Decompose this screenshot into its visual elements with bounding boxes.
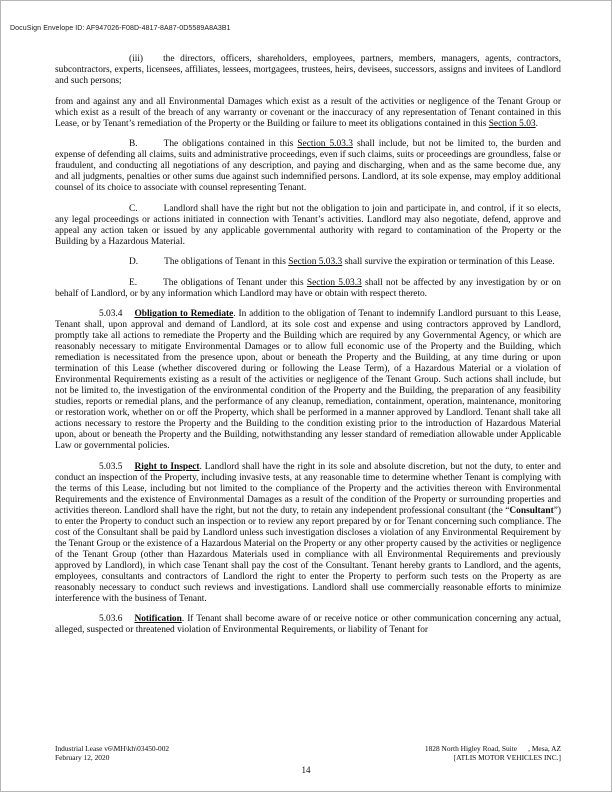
page-footer — [55, 744, 561, 763]
text-run: . — [535, 118, 538, 129]
footer-date: February 12, 2020 — [55, 753, 110, 763]
text-run: 5.03.6 — [99, 614, 123, 624]
text-run: (iii) — [129, 54, 144, 64]
text-run: D. — [129, 257, 139, 267]
text-run: . Landlord shall have the right in its sole and absolute discretion, but not the duty, to enter and conduct an inspection of the Property, including invasive tests, at any reasonable time to determine whether Tenant is complying with the terms of this Lease, including but not limited to the compliance of the Property and the activities thereon with Environmental Requirements and the existence of Environmental Damages as a result of the condition of the Property or surrounding properties and activities thereon. Landlord shall have the right, but not the duty, to retain any independent professional consultant (the “ — [55, 461, 561, 516]
page-number: 14 — [301, 765, 311, 775]
footer-address: 1828 North Higley Road, Suite , Mesa, AZ — [424, 744, 561, 753]
clause-heading: Right to Inspect — [134, 461, 200, 472]
clause-heading: Notification — [134, 614, 182, 624]
footer-left-block — [55, 744, 169, 763]
paragraph-from-and-against — [55, 97, 561, 130]
docusign-envelope-id: DocuSign Envelope ID: AF947026-F08D-4817-8A87-0D5589A8A3B1 — [10, 25, 231, 32]
text-run: 5.03.5 — [99, 461, 123, 472]
document-body — [55, 54, 561, 636]
text-run: The obligations contained in this — [163, 139, 298, 149]
text-run: . In addition to the obligation of Tenant to indemnify Landlord pursuant to this Lease, Tenant shall, upon approval and demand of Landlord, at its sole cost and expense and using contractors approved by Landlord, promptly take all actions to remediate the Property and the Building which are required by any Governmental Agency, or which are reasonably necessary to mitigate Environmental Damages or to allow full economic use of the Property and the Building, which remediation is necessitated from the presence upon, about or beneath the Property and the Building, at any time during or upon termination of this Lease (whether discovered during or following the Lease Term), of a Hazardous Material or a violation of Environmental Requirements existing as a result of the activities or negligence of the Tenant Group. Such actions shall include, but not be limited to, the investigation of the environmental condition of the Property and the Building, the preparation of any feasibility studies, reports or remedial plans, and the performance of any cleanup, remediation, containment, operation, maintenance, monitoring or restoration work, whether on or off the Property, which shall be performed in a manner approved by Landlord. Tenant shall take all actions necessary to restore the Property and the Building to the condition existing prior to the introduction of Hazardous Material upon, about or beneath the Property and the Building, notwithstanding any lesser standard of remediation allowable under Applicable Law or governmental policies. — [55, 309, 561, 451]
text-run: The obligations of Tenant under this — [163, 277, 307, 288]
section-reference: Section 5.03.3 — [288, 257, 343, 267]
text-run: shall include, but not be limited to, the burden and expense of defending all claims, suits and administrative proceedings, even if such claims, suits or proceedings are groundless, false or fraudulent, and conducting all negotiations of any description, and paying and discharging, when and as the same become due, any and all judgments, penalties or other sums due against such indemnified persons. Landlord, at its sole expense, may employ additional counsel of its choice to associate with counsel representing Tenant. — [55, 139, 561, 193]
paragraph-B — [55, 139, 561, 194]
paragraph-5-03-4 — [55, 309, 561, 452]
text-run: ”) to enter the Property to conduct such an inspection or to review any report prepared by or for Tenant concerning such compliance. The cost of the Consultant shall be paid by Landlord unless such investigation discloses a violation of any Environmental Requirement by the Tenant Group or the existence of a Hazardous Material on the Property or any other property caused by the activities or negligence of the Tenant Group (other than Hazardous Materials used in compliance with all Environmental Requirements and previously approved by Landlord), in which case Tenant shall pay the cost of the Consultant. Tenant hereby grants to Landlord, and the agents, employees, consultants and contractors of Landlord the right to enter the Property to perform such tests on the Property as are reasonably necessary to conduct such reviews and investigations. Landlord shall use commercially reasonable efforts to minimize interference with the business of Tenant. — [55, 505, 561, 604]
paragraph-D — [55, 257, 561, 268]
text-run: . If Tenant shall become aware of or receive notice or other communication concerning any actual, alleged, suspected or threatened violation of Environmental Requirements, or liability of Tenant for — [55, 614, 561, 635]
text-run: Landlord shall have the right but not the obligation to join and participate in, and control, if it so elects, any legal proceedings or actions initiated in connection with Tenant’s activities. Landlord may also negotiate, defend, approve and appeal any action taken or issued by any applicable governmental authority with regard to contamination of the Property or the Building by a Hazardous Material. — [55, 203, 561, 247]
section-reference: Section 5.03.3 — [306, 277, 362, 288]
paragraph-C — [55, 204, 561, 248]
text-run: the directors, officers, shareholders, employees, partners, members, managers, agents, contractors, subcontractors, experts, licensees, affiliates, lessees, mortgagees, trustees, heirs, devisees, successors, assigns and invitees of Landlord and such persons; — [55, 54, 561, 86]
paragraph-5-03-5 — [55, 462, 561, 605]
paragraph-5-03-6 — [55, 614, 561, 636]
text-run: 5.03.4 — [99, 309, 123, 319]
text-run: C. — [129, 203, 138, 214]
footer-doc-reference: Industrial Lease v6\MH\kh\03450-002 — [55, 744, 170, 753]
defined-term: Consultant — [509, 505, 554, 516]
section-reference: Section 5.03.3 — [297, 139, 353, 149]
text-run: E. — [129, 277, 138, 288]
footer-company-name: [ATLIS MOTOR VEHICLES INC.] — [453, 753, 561, 763]
text-run: shall survive the expiration or termination of this Lease. — [342, 257, 555, 267]
text-run: from and against any and all Environmental Damages which exist as a result of the activities or negligence of the Tenant Group or which exist as a result of the breach of any warranty or covenant or the inaccuracy of any representation of Tenant contained in this Lease, or by Tenant’s remediation of the Property or the Building or failure to meet its obligations contained in this — [55, 96, 561, 129]
text-run: The obligations of Tenant in this — [164, 257, 289, 267]
clause-heading: Obligation to Remediate — [134, 309, 234, 319]
paragraph-iii — [55, 54, 561, 87]
text-run: shall not be affected by any investigation by or on behalf of Landlord, or by any information which Landlord may have or obtain with respect thereto. — [55, 277, 561, 299]
paragraph-E — [55, 278, 561, 300]
section-reference: Section 5.03 — [488, 118, 536, 129]
text-run: B. — [129, 139, 138, 149]
footer-right-block — [425, 744, 561, 763]
